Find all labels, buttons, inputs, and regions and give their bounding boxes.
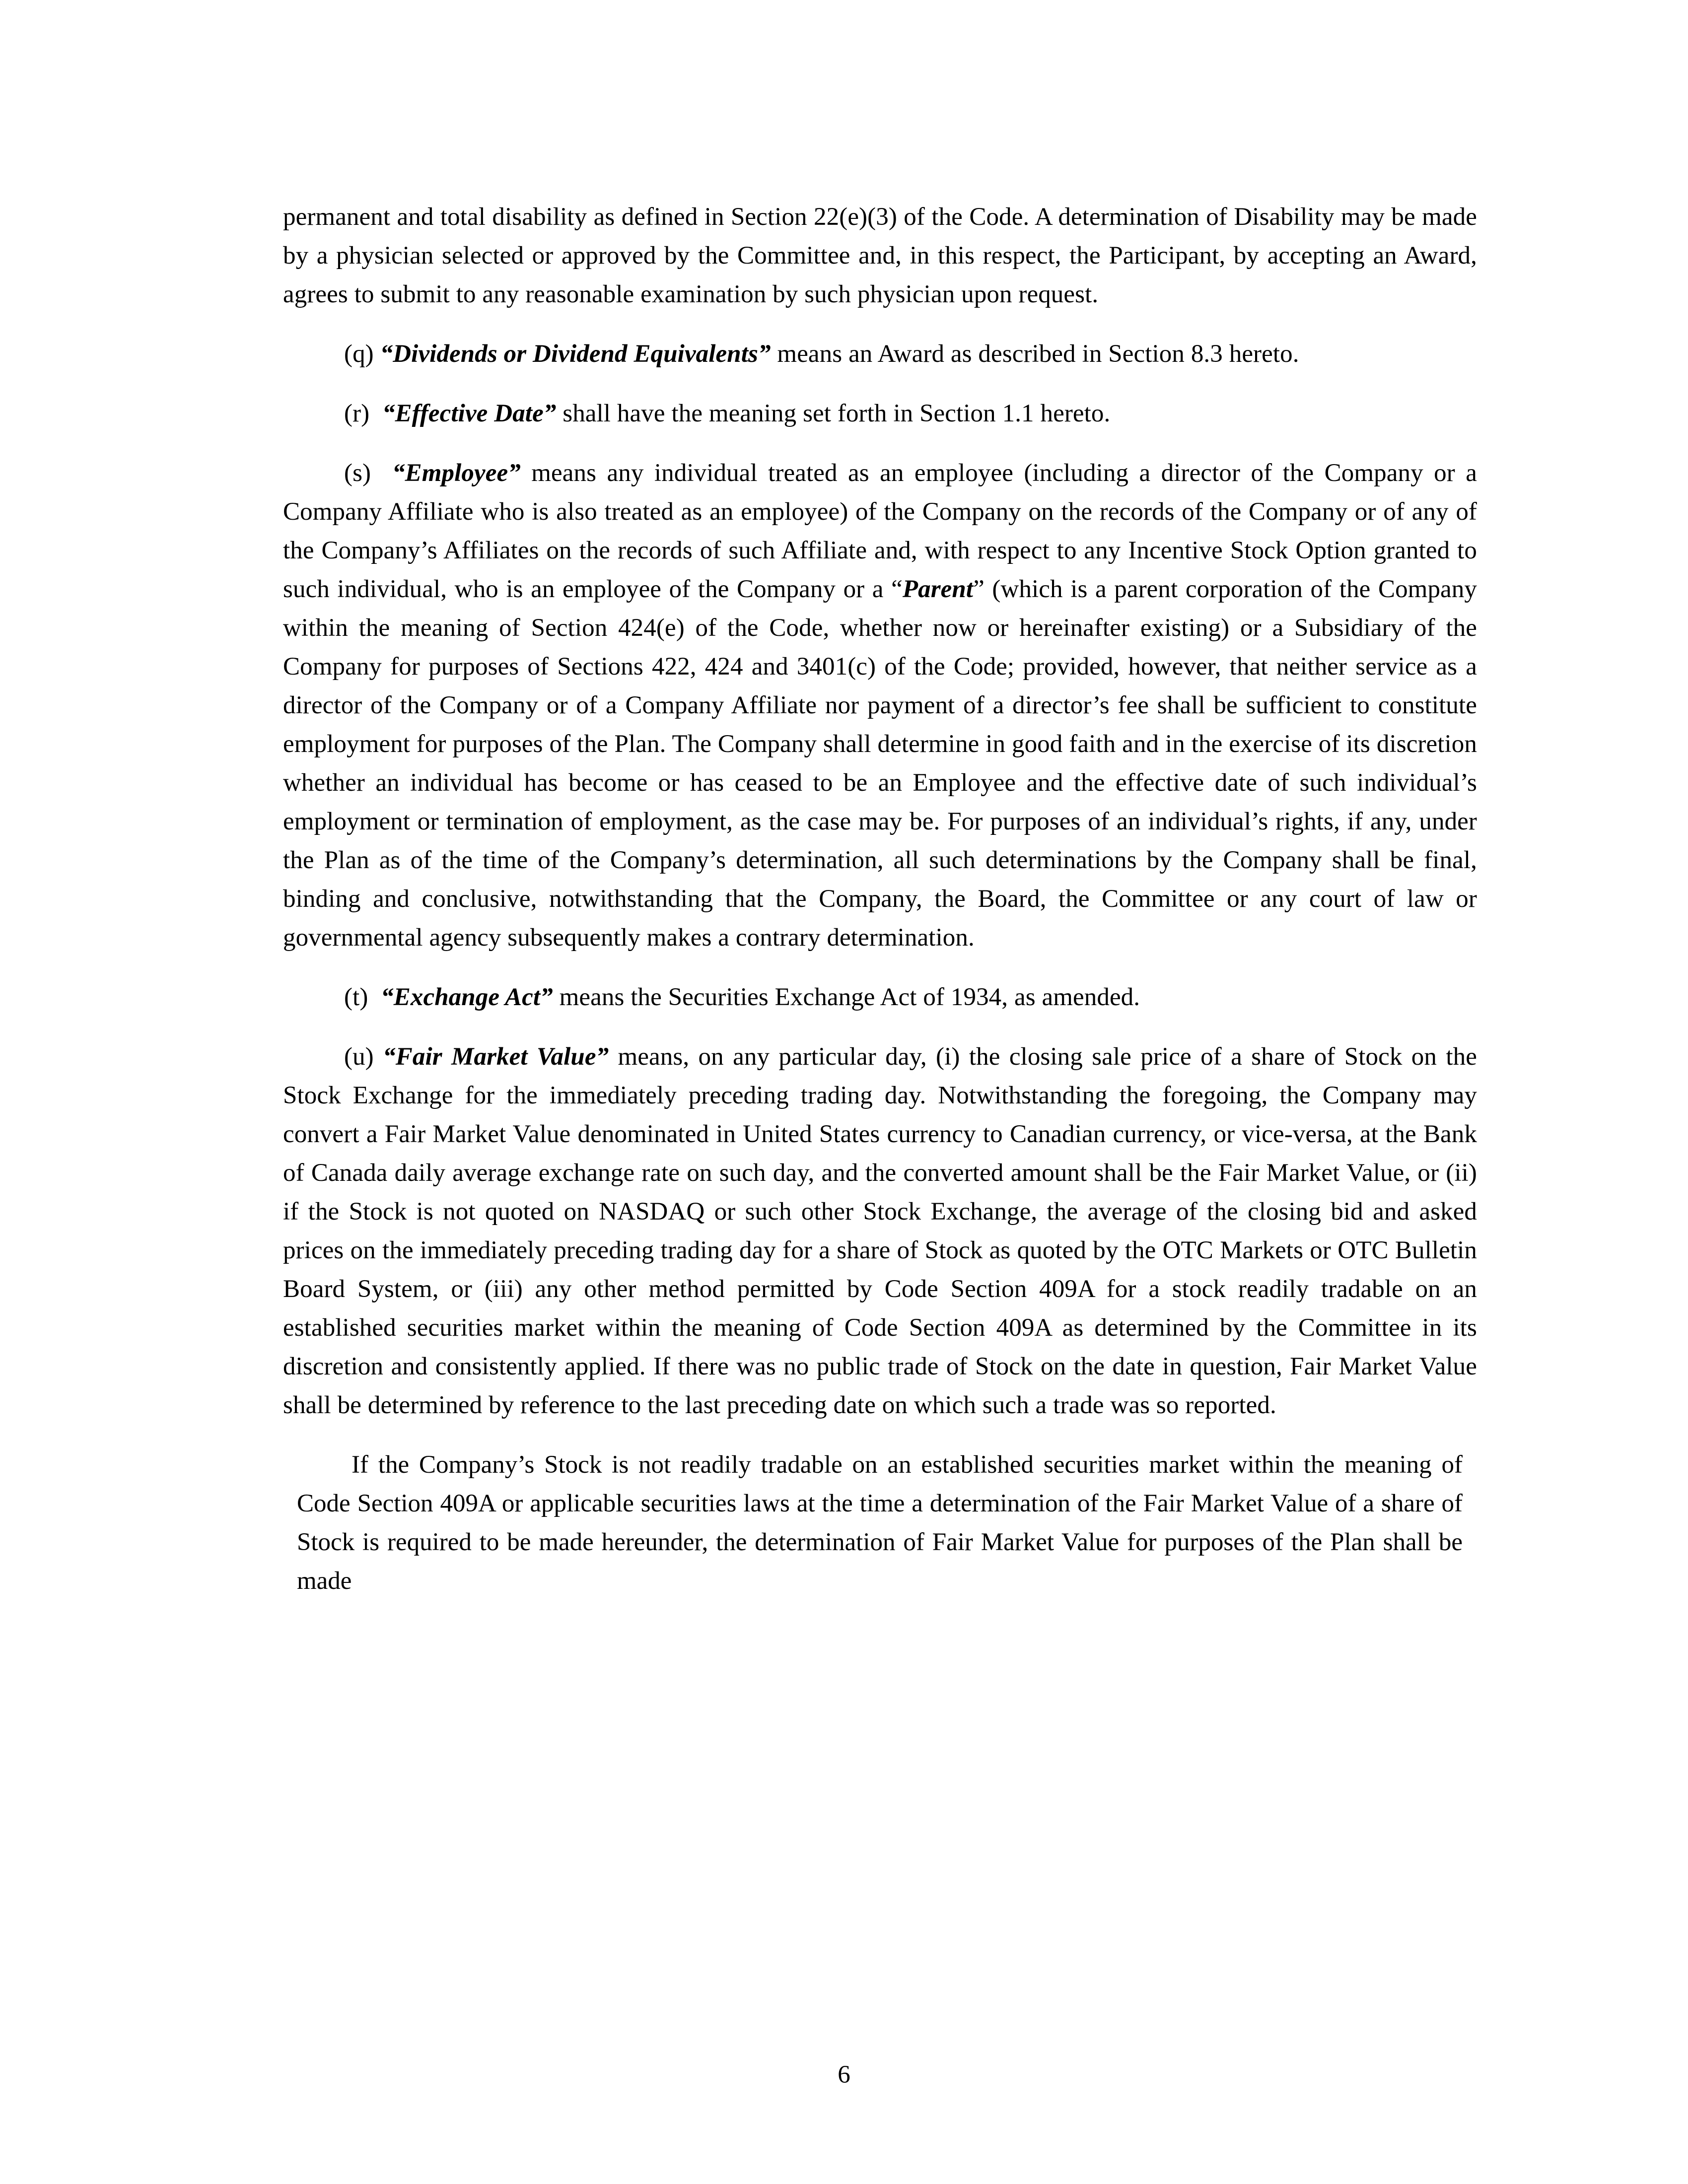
paragraph-text: means, on any particular day, (i) the closing sale price of a share of Stock on the Stock Exchange for the immediately preceding trading day. Notwithstanding the foregoing, the Company may convert a Fair Market Value denominated in United States currency to Canadian currency, or vice-versa, at the Bank of Canada daily average exchange rate on such day, and the converted amount shall be the Fair Market Value, or (ii) if the Stock is not quoted on NASDAQ or such other Stock Exchange, the average of the closing bid and asked prices on the immediately preceding trading day for a share of Stock as quoted by the OTC Markets or OTC Bulletin Board System, or (iii) any other method permitted by Code Section 409A for a stock readily tradable on an established securities market within the meaning of Code Section 409A as determined by the Committee in its discretion and consistently applied. If there was no public trade of Stock on the date in question, Fair Market Value shall be determined by reference to the last preceding date on which such a trade was so reported. [283,1043,1477,1419]
paragraph-text: shall have the meaning set forth in Section 1.1 hereto. [556,400,1111,427]
defined-term-parent: Parent [902,575,974,603]
defined-term: “Employee” [392,459,521,487]
paragraph-text: If the Company’s Stock is not readily tradable on an established securities market within the meaning of Code Section 409A or applicable securities laws at the time a determination of the Fair Market Value of a share of Stock is required to be made hereunder, the determination of Fair Market Value for purposes of the Plan shall be made [297,1451,1463,1595]
paragraph-text: permanent and total disability as defined in Section 22(e)(3) of the Code. A determination of Disability may be made by a physician selected or approved by the Committee and, in this respect, the Participant, by accepting an Award, agrees to submit to any reasonable examination by such physician upon request. [283,203,1477,308]
spacer [368,983,381,1011]
clause-label: (r) [344,400,370,427]
defined-term: “Effective Date” [382,400,557,427]
page-number: 6 [838,2061,850,2089]
paragraph-text: means the Securities Exchange Act of 1934, as amended. [553,983,1140,1011]
spacer [371,459,392,487]
paragraph-effective-date [283,394,1477,433]
paragraph-disability-continuation [283,198,1477,314]
clause-label: (t) [344,983,368,1011]
clause-label: (q) [344,340,374,368]
spacer [374,340,380,368]
paragraph-dividends-or-dividend-equivalents [283,335,1477,373]
page-body [283,198,1477,1600]
paragraph-text-part-1: means any individual treated as an employee (including a director of the Company or a Company Affiliate who is also treated as an employee) of the Company on the records of the Company or of any of the Company’s Affiliates on the records of such Affiliate and, with respect to any Incentive Stock Option granted to such individual, who is an employee of the Company or a “ [283,459,1477,603]
paragraph-exchange-act [283,978,1477,1017]
spacer [374,1043,383,1071]
paragraph-text-part-2: ” (which is a parent corporation of the Company within the meaning of Section 424(e) of the Code, whether now or hereinafter existing) or a Subsidiary of the Company for purposes of Sections 422, 424 and 3401(c) of the Code; provided, however, that neither service as a director of the Company or of a Company Affiliate nor payment of a director’s fee shall be sufficient to constitute employment for purposes of the Plan. The Company shall determine in good faith and in the exercise of its discretion whether an individual has become or has ceased to be an Employee and the effective date of such individual’s employment or termination of employment, as the case may be. For purposes of an individual’s rights, if any, under the Plan as of the time of the Company’s determination, all such determinations by the Company shall be final, binding and conclusive, notwithstanding that the Company, the Board, the Committee or any court of law or governmental agency subsequently makes a contrary determination. [283,575,1477,952]
clause-label: (u) [344,1043,374,1071]
paragraph-text: means an Award as described in Section 8.3 hereto. [771,340,1299,368]
spacer [369,400,382,427]
paragraph-employee [283,454,1477,957]
defined-term: “Exchange Act” [381,983,553,1011]
clause-label: (s) [344,459,371,487]
defined-term: “Dividends or Dividend Equivalents” [380,340,771,368]
defined-term: “Fair Market Value” [383,1043,609,1071]
paragraph-fair-market-value [283,1037,1477,1425]
paragraph-fair-market-value-not-readily-tradable [297,1445,1463,1600]
